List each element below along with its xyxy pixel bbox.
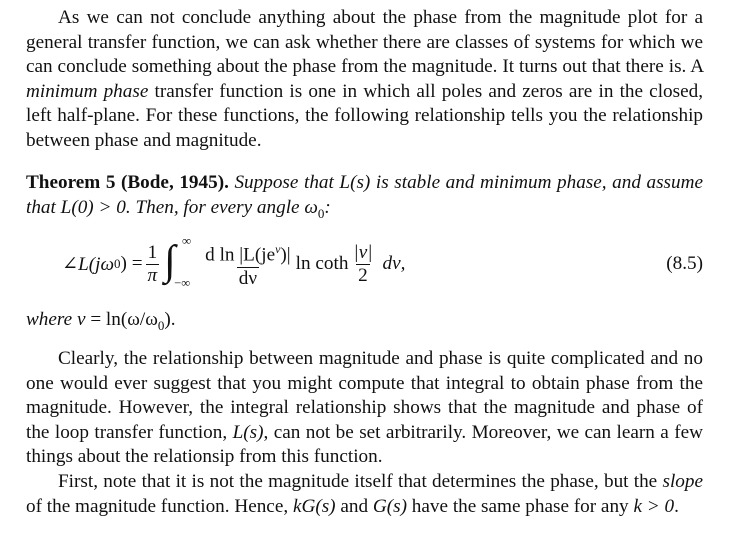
discussion-math-Ls: L(s) <box>232 421 264 443</box>
abs-nu-denominator: 2 <box>358 264 368 286</box>
intro-text-b: transfer function is one in which all poles and zeros are in the closed, left half-plane. For these functions, the following relationship tells you the relationship between phase and magnitude. <box>26 80 704 151</box>
theorem-math-L0: L(0) > 0 <box>60 196 126 218</box>
theorem-statement <box>26 171 703 226</box>
equation-body <box>62 232 405 296</box>
where-close: ). <box>164 309 176 330</box>
slope-paragraph <box>26 470 703 519</box>
where-text: where <box>26 309 77 330</box>
where-nu: ν <box>76 309 86 330</box>
discussion-paragraph <box>26 347 703 470</box>
integral-lower-limit: −∞ <box>174 276 191 290</box>
theorem-math-Ls: L(s) <box>339 172 371 193</box>
theorem-text-c: . Then, for every angle <box>125 196 305 218</box>
slope-text-d: have the same phase for any <box>407 495 634 517</box>
slope-math-G: G(s) <box>372 495 407 517</box>
equation-abs-nu-fraction <box>351 242 374 287</box>
fraction-numerator: 1 <box>147 241 158 263</box>
integral-symbol: ∫ <box>164 238 176 284</box>
slope-math-k: k > 0 <box>633 495 675 517</box>
fraction-denominator: π <box>147 264 158 286</box>
equation-lhs-close: ) = <box>120 253 143 274</box>
derivative-numerator-text: d ln |L(je <box>205 244 276 266</box>
theorem-math-omega: ω <box>304 196 318 218</box>
theorem-heading: Theorem 5 (Bode, 1945). <box>26 172 229 193</box>
derivative-denominator: dν <box>238 267 258 289</box>
theorem-math-omega-sub: 0 <box>317 205 325 221</box>
where-definition: = ln(ω/ω <box>85 309 158 330</box>
minimum-phase-term: minimum phase <box>26 80 149 102</box>
bode-equation <box>26 232 703 296</box>
equation-number: (8.5) <box>666 253 703 274</box>
theorem-text-a: Suppose that <box>228 172 340 193</box>
slope-text-e: . <box>674 495 679 517</box>
slope-text-a: First, note that it is not the magnitude itself that determines the phase, but the <box>58 471 663 492</box>
theorem-text-d: : <box>324 196 331 218</box>
slope-math-kG: kG(s) <box>292 495 336 517</box>
slope-text-b: of the magnitude function. Hence, <box>26 495 293 517</box>
integral-upper-limit: ∞ <box>182 234 192 248</box>
where-sub: 0 <box>157 317 165 333</box>
equation-one-over-pi <box>146 242 160 287</box>
intro-paragraph <box>26 6 703 154</box>
discussion-text-b: , can not be set arbitrarily. Moreover, we can learn a few things about the relationsip from this function. <box>26 421 704 468</box>
theorem-text-b: is stable and minimum phase, and assume that <box>26 172 703 218</box>
integral-sign <box>164 232 198 296</box>
equation-dnu: dν, <box>382 253 406 274</box>
derivative-numerator <box>203 238 292 266</box>
derivative-numerator-sup: ν <box>275 242 281 257</box>
slope-text-c: and <box>335 495 373 517</box>
where-clause <box>26 308 703 338</box>
slope-term: slope <box>662 471 703 492</box>
equation-lncoth: ln coth <box>295 253 349 274</box>
abs-nu-numerator: |ν| <box>353 241 373 263</box>
intro-text-a: As we can not conclude anything about the phase from the magnitude plot for a general transfer function, we can ask whether there are classes of systems for which we can conclude something about the phase from the magnitude. It turns out that there is. A <box>26 7 703 78</box>
discussion-text-a: Clearly, the relationship between magnitude and phase is quite complicated and no one would ever suggest that you might compute that integral to obtain phase from the magnitude. However, the integral relationship shows that the magnitude and phase of the loop transfer function, <box>26 348 703 443</box>
equation-lhs-sub: 0 <box>114 256 121 271</box>
derivative-numerator-close: )| <box>280 244 291 266</box>
equation-lhs: ∠L(jω <box>62 254 115 275</box>
equation-derivative-fraction <box>203 238 292 289</box>
